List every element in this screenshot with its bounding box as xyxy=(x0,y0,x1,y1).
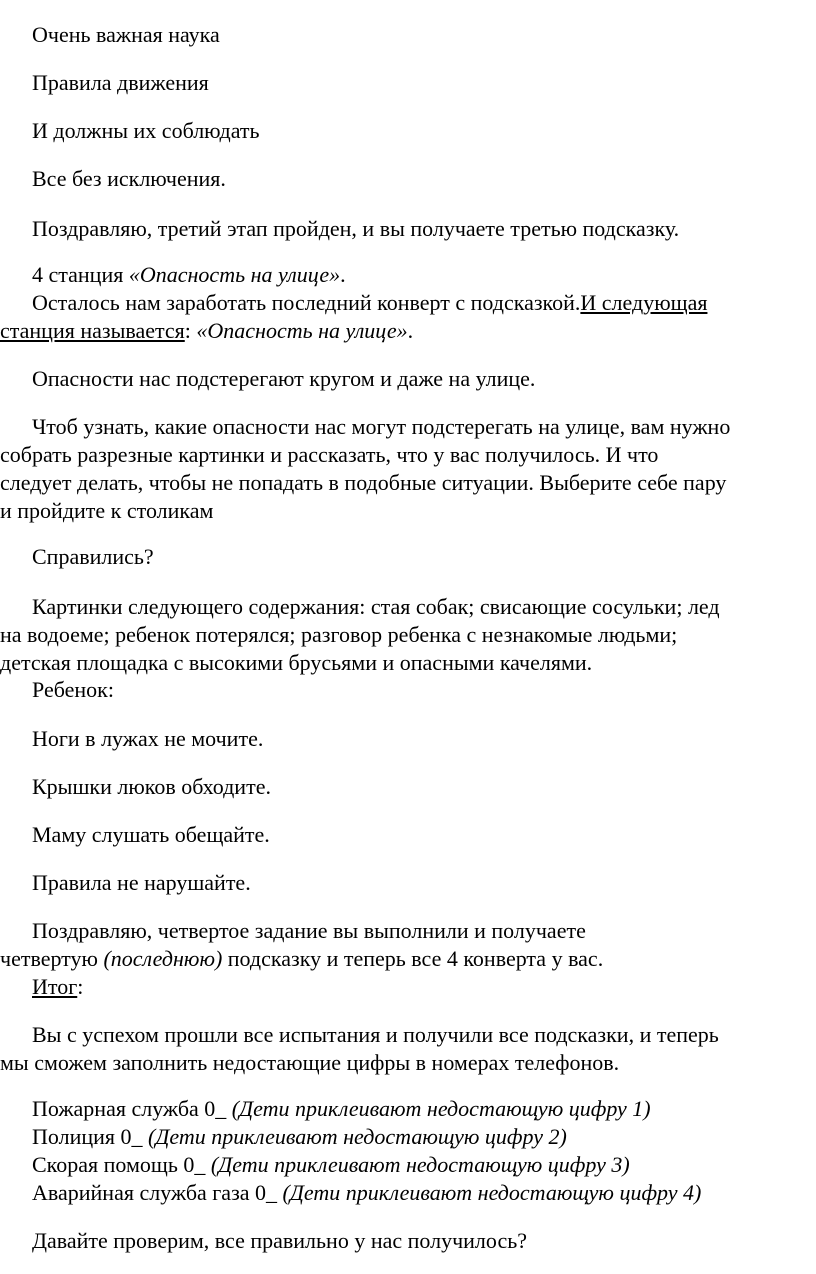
rule-line-3: Маму слушать обещайте. xyxy=(32,822,270,847)
summary-colon: : xyxy=(77,974,84,999)
service-note: (Дети приклеивают недостающую цифру 4) xyxy=(282,1180,702,1205)
congrats-fourth-start: четвертую xyxy=(0,946,104,971)
pictures-line-3: детская площадка с высокими брусьями и опасными качелями. xyxy=(0,650,593,675)
summary-heading xyxy=(32,974,83,1000)
service-note: (Дети приклеивают недостающую цифру 2) xyxy=(148,1124,567,1149)
summary-label: Итог xyxy=(32,974,78,999)
question-done: Справились? xyxy=(32,544,154,569)
service-line-gas xyxy=(32,1180,701,1206)
task-line-3: следует делать, чтобы не попадать в подобные ситуации. Выберите себе пару xyxy=(0,470,727,495)
check-question: Давайте проверим, все правильно у нас получилось? xyxy=(32,1228,528,1253)
poem-line-3: И должны их соблюдать xyxy=(32,118,260,143)
service-line-police xyxy=(32,1124,567,1150)
service-name: Пожарная служба 0_ xyxy=(32,1096,232,1121)
station-4-suffix: . xyxy=(340,262,346,287)
station-intro-underlined: И следующая xyxy=(580,290,708,315)
congrats-fourth-line-2 xyxy=(0,946,603,972)
pictures-line-2: на водоеме; ребенок потерялся; разговор ребенка с незнакомые людьми; xyxy=(0,622,678,647)
service-name: Полиция 0_ xyxy=(32,1124,149,1149)
task-line-1: Чтоб узнать, какие опасности нас могут подстерегать на улице, вам нужно xyxy=(32,414,731,439)
station-intro-line-2 xyxy=(0,318,413,344)
service-note: (Дети приклеивают недостающую цифру 3) xyxy=(210,1152,630,1177)
dangers-paragraph: Опасности нас подстерегают кругом и даже на улице. xyxy=(32,366,536,391)
station-called-underlined: станция называется xyxy=(0,318,185,343)
station-called-colon: : xyxy=(184,318,197,343)
final-line-1: Вы с успехом прошли все испытания и получили все подсказки, и теперь xyxy=(32,1022,719,1047)
congrats-fourth-line-1: Поздравляю, четвертое задание вы выполнили и получаете xyxy=(32,918,586,943)
station-called-name: «Опасность на улице» xyxy=(196,318,408,343)
rule-line-2: Крышки люков обходите. xyxy=(32,774,271,799)
rule-line-4: Правила не нарушайте. xyxy=(32,870,251,895)
station-intro-text: Осталось нам заработать последний конверт с подсказкой. xyxy=(32,290,581,315)
congrats-fourth-end: подсказку и теперь все 4 конверта у вас. xyxy=(222,946,604,971)
station-4-name: «Опасность на улице» xyxy=(128,262,341,287)
service-line-ambulance xyxy=(32,1152,630,1178)
station-called-end: . xyxy=(407,318,414,343)
child-label: Ребенок: xyxy=(32,677,114,702)
service-name: Скорая помощь 0_ xyxy=(32,1152,211,1177)
final-line-2: мы сможем заполнить недостающие цифры в номерах телефонов. xyxy=(0,1050,620,1075)
service-name: Аварийная служба газа 0_ xyxy=(32,1180,283,1205)
task-line-4: и пройдите к столикам xyxy=(0,498,214,523)
station-4-heading xyxy=(32,262,346,288)
congrats-fourth-italic: (последнюю) xyxy=(103,946,223,971)
pictures-line-1: Картинки следующего содержания: стая собак; свисающие сосульки; лед xyxy=(32,594,720,619)
service-line-fire xyxy=(32,1096,651,1122)
poem-line-2: Правила движения xyxy=(32,70,209,95)
station-intro-line-1 xyxy=(32,290,707,316)
service-note: (Дети приклеивают недостающую цифру 1) xyxy=(231,1096,651,1121)
rule-line-1: Ноги в лужах не мочите. xyxy=(32,726,264,751)
station-4-prefix: 4 станция xyxy=(32,262,129,287)
poem-line-4: Все без исключения. xyxy=(32,166,226,191)
congrats-third-stage: Поздравляю, третий этап пройден, и вы получаете третью подсказку. xyxy=(32,216,680,241)
task-line-2: собрать разрезные картинки и рассказать, что у вас получилось. И что xyxy=(0,442,659,467)
poem-line-1: Очень важная наука xyxy=(32,22,220,47)
